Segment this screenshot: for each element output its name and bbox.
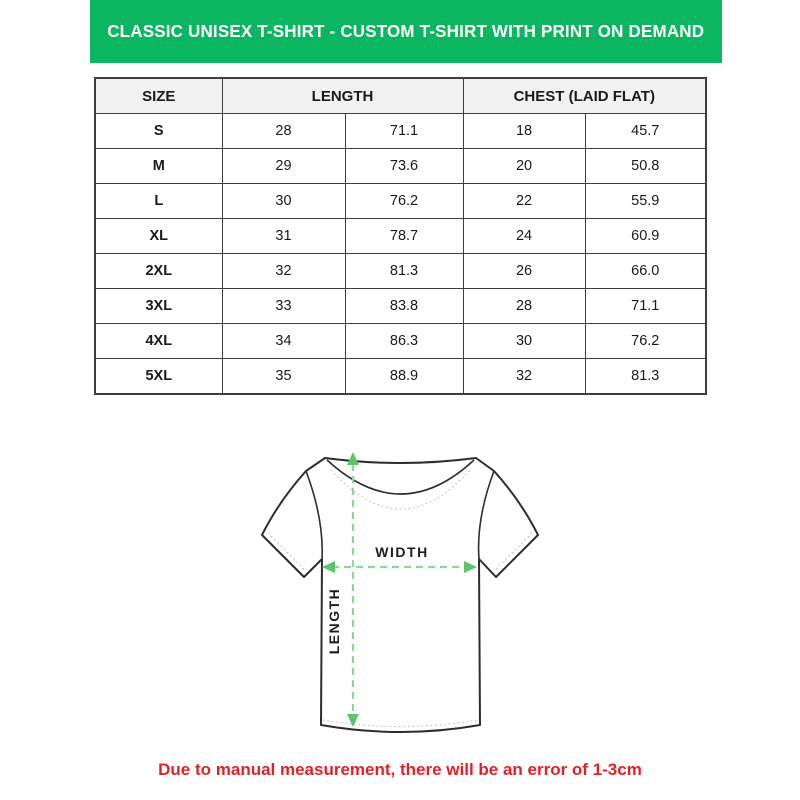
value-cell: 35 — [222, 359, 345, 395]
table-header-row — [95, 78, 706, 114]
value-cell: 71.1 — [345, 114, 463, 149]
value-cell: 34 — [222, 324, 345, 359]
size-cell: XL — [95, 219, 222, 254]
value-cell: 50.8 — [585, 149, 706, 184]
value-cell: 28 — [463, 289, 585, 324]
size-cell: L — [95, 184, 222, 219]
measurement-error-note: Due to manual measurement, there will be an error of 1-3cm — [158, 760, 642, 779]
value-cell: 60.9 — [585, 219, 706, 254]
value-cell: 28 — [222, 114, 345, 149]
length-label: LENGTH — [326, 587, 342, 655]
table-row — [95, 254, 706, 289]
size-chart-table — [94, 77, 707, 395]
value-cell: 32 — [222, 254, 345, 289]
table-row — [95, 289, 706, 324]
value-cell: 66.0 — [585, 254, 706, 289]
table-row — [95, 219, 706, 254]
value-cell: 55.9 — [585, 184, 706, 219]
table-row — [95, 184, 706, 219]
value-cell: 83.8 — [345, 289, 463, 324]
table-row — [95, 149, 706, 184]
value-cell: 24 — [463, 219, 585, 254]
size-cell: 2XL — [95, 254, 222, 289]
value-cell: 33 — [222, 289, 345, 324]
tshirt-body-outline — [262, 458, 538, 732]
value-cell: 22 — [463, 184, 585, 219]
value-cell: 20 — [463, 149, 585, 184]
value-cell: 32 — [463, 359, 585, 395]
value-cell: 45.7 — [585, 114, 706, 149]
value-cell: 81.3 — [585, 359, 706, 395]
size-cell: 5XL — [95, 359, 222, 395]
value-cell: 76.2 — [585, 324, 706, 359]
table-row — [95, 359, 706, 395]
size-cell: 3XL — [95, 289, 222, 324]
value-cell: 26 — [463, 254, 585, 289]
column-header-size: SIZE — [95, 78, 222, 114]
value-cell: 76.2 — [345, 184, 463, 219]
column-header-chest: CHEST (LAID FLAT) — [463, 78, 706, 114]
value-cell: 81.3 — [345, 254, 463, 289]
value-cell: 73.6 — [345, 149, 463, 184]
value-cell: 71.1 — [585, 289, 706, 324]
size-cell: M — [95, 149, 222, 184]
width-label: WIDTH — [375, 544, 429, 560]
value-cell: 88.9 — [345, 359, 463, 395]
value-cell: 31 — [222, 219, 345, 254]
value-cell: 30 — [463, 324, 585, 359]
value-cell: 78.7 — [345, 219, 463, 254]
table-row — [95, 324, 706, 359]
page-title: CLASSIC UNISEX T-SHIRT - CUSTOM T-SHIRT WITH PRINT ON DEMAND — [107, 21, 705, 41]
value-cell: 18 — [463, 114, 585, 149]
size-cell: 4XL — [95, 324, 222, 359]
tshirt-outline-icon — [235, 424, 565, 749]
table-row — [95, 114, 706, 149]
size-cell: S — [95, 114, 222, 149]
title-banner — [90, 0, 722, 63]
value-cell: 29 — [222, 149, 345, 184]
column-header-length: LENGTH — [222, 78, 463, 114]
tshirt-diagram — [235, 424, 565, 749]
value-cell: 30 — [222, 184, 345, 219]
value-cell: 86.3 — [345, 324, 463, 359]
